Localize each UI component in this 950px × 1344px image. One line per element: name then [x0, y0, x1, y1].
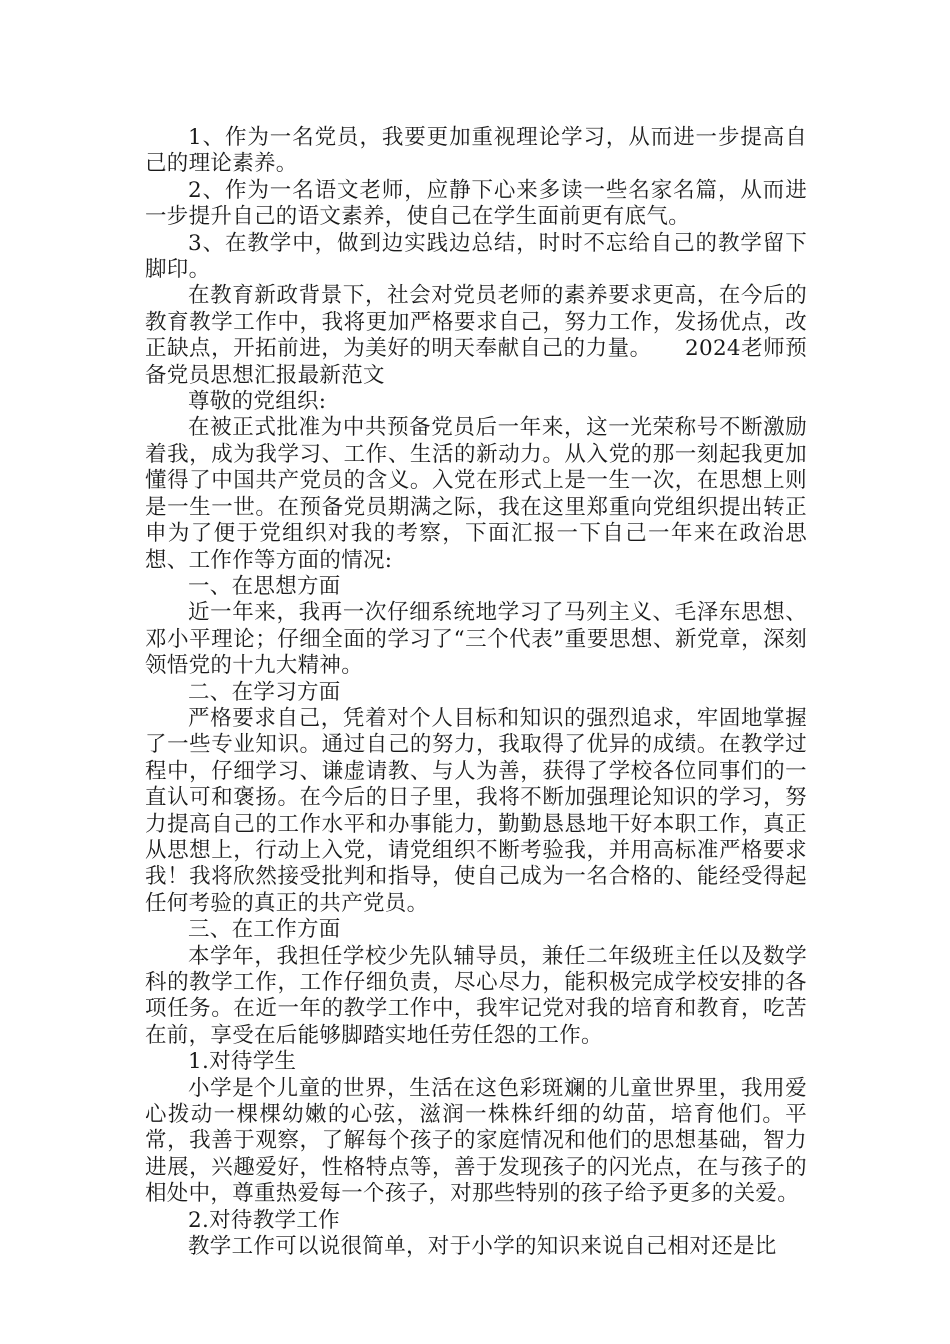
section-heading-study: 二、在学习方面	[188, 679, 341, 705]
paragraph-study: 严格要求自己，凭着对个人目标和知识的强烈追求，牢固地掌握了一些专业知识。通过自己的努力，我取得了优异的成绩。在教学过程中，仔细学习、谦虚请教、与人为善，获得了学校各位同事们的一直认可和褒扬。在今后的日子里，我将不断加强理论知识的学习，努力提高自己的工作水平和办事能力，勤勤恳恳地干好本职工作，真正从思想上，行动上入党，请党组织不断考验我，并用高标准严格要求我！我将欣然接受批判和指导，使自己成为一名合格的、能经受得起任何考验的真正的共产党员。	[145, 705, 807, 916]
subheading-teaching: 2.对待教学工作	[188, 1207, 340, 1233]
paragraph-point-1: 1、作为一名党员，我要更加重视理论学习，从而进一步提高自己的理论素养。	[145, 125, 807, 177]
subheading-students: 1.对待学生	[188, 1049, 297, 1075]
paragraph-point-2: 2、作为一名语文老师，应静下心来多读一些名家名篇，从而进一步提升自己的语文素养，使自己在学生面前更有底气。	[145, 177, 807, 230]
paragraph-thought: 近一年来，我再一次仔细系统地学习了马列主义、毛泽东思想、邓小平理论；仔细全面的学习了“三个代表”重要思想、新党章，深刻领悟党的十九大精神。	[145, 600, 807, 679]
paragraph-students: 小学是个儿童的世界，生活在这色彩斑斓的儿童世界里，我用爱心拨动一棵棵幼嫩的心弦，滋润一株株纤细的幼苗，培育他们。平常，我善于观察，了解每个孩子的家庭情况和他们的思想基础，智力进展，兴趣爱好，性格特点等，善于发现孩子的闪光点，在与孩子的相处中，尊重热爱每一个孩子，对那些特别的孩子给予更多的关爱。	[145, 1075, 807, 1207]
salutation: 尊敬的党组织:	[188, 389, 327, 415]
paragraph-point-3: 3、在教学中，做到边实践边总结，时时不忘给自己的教学留下脚印。	[145, 230, 807, 283]
document-body	[145, 125, 807, 1260]
paragraph-conclusion: 在教育新政背景下，社会对党员老师的素养要求更高，在今后的教育教学工作中，我将更加严格要求自己，努力工作，发扬优点，改正缺点，开拓前进，为美好的明天奉献自己的力量。 2024老师预备党员思想汇报最新范文	[145, 283, 807, 388]
paragraph-intro: 在被正式批准为中共预备党员后一年来，这一光荣称号不断激励着我，成为我学习、工作、生活的新动力。从入党的那一刻起我更加懂得了中国共产党员的含义。入党在形式上是一生一次，在思想上则是一生一世。在预备党员期满之际，我在这里郑重向党组织提出转正申为了便于党组织对我的考察，下面汇报一下自己一年来在政治思想、工作作等方面的情况:	[145, 415, 807, 573]
paragraph-work: 本学年，我担任学校少先队辅导员，兼任二年级班主任以及数学科的教学工作，工作仔细负责，尽心尽力，能积极完成学校安排的各项任务。在近一年的教学工作中，我牢记党对我的培育和教育，吃苦在前，享受在后能够脚踏实地任劳任怨的工作。	[145, 943, 807, 1048]
paragraph-teaching: 教学工作可以说很简单，对于小学的知识来说自己相对还是比	[188, 1234, 777, 1260]
section-heading-work: 三、在工作方面	[188, 917, 341, 943]
section-heading-thought: 一、在思想方面	[188, 573, 341, 599]
